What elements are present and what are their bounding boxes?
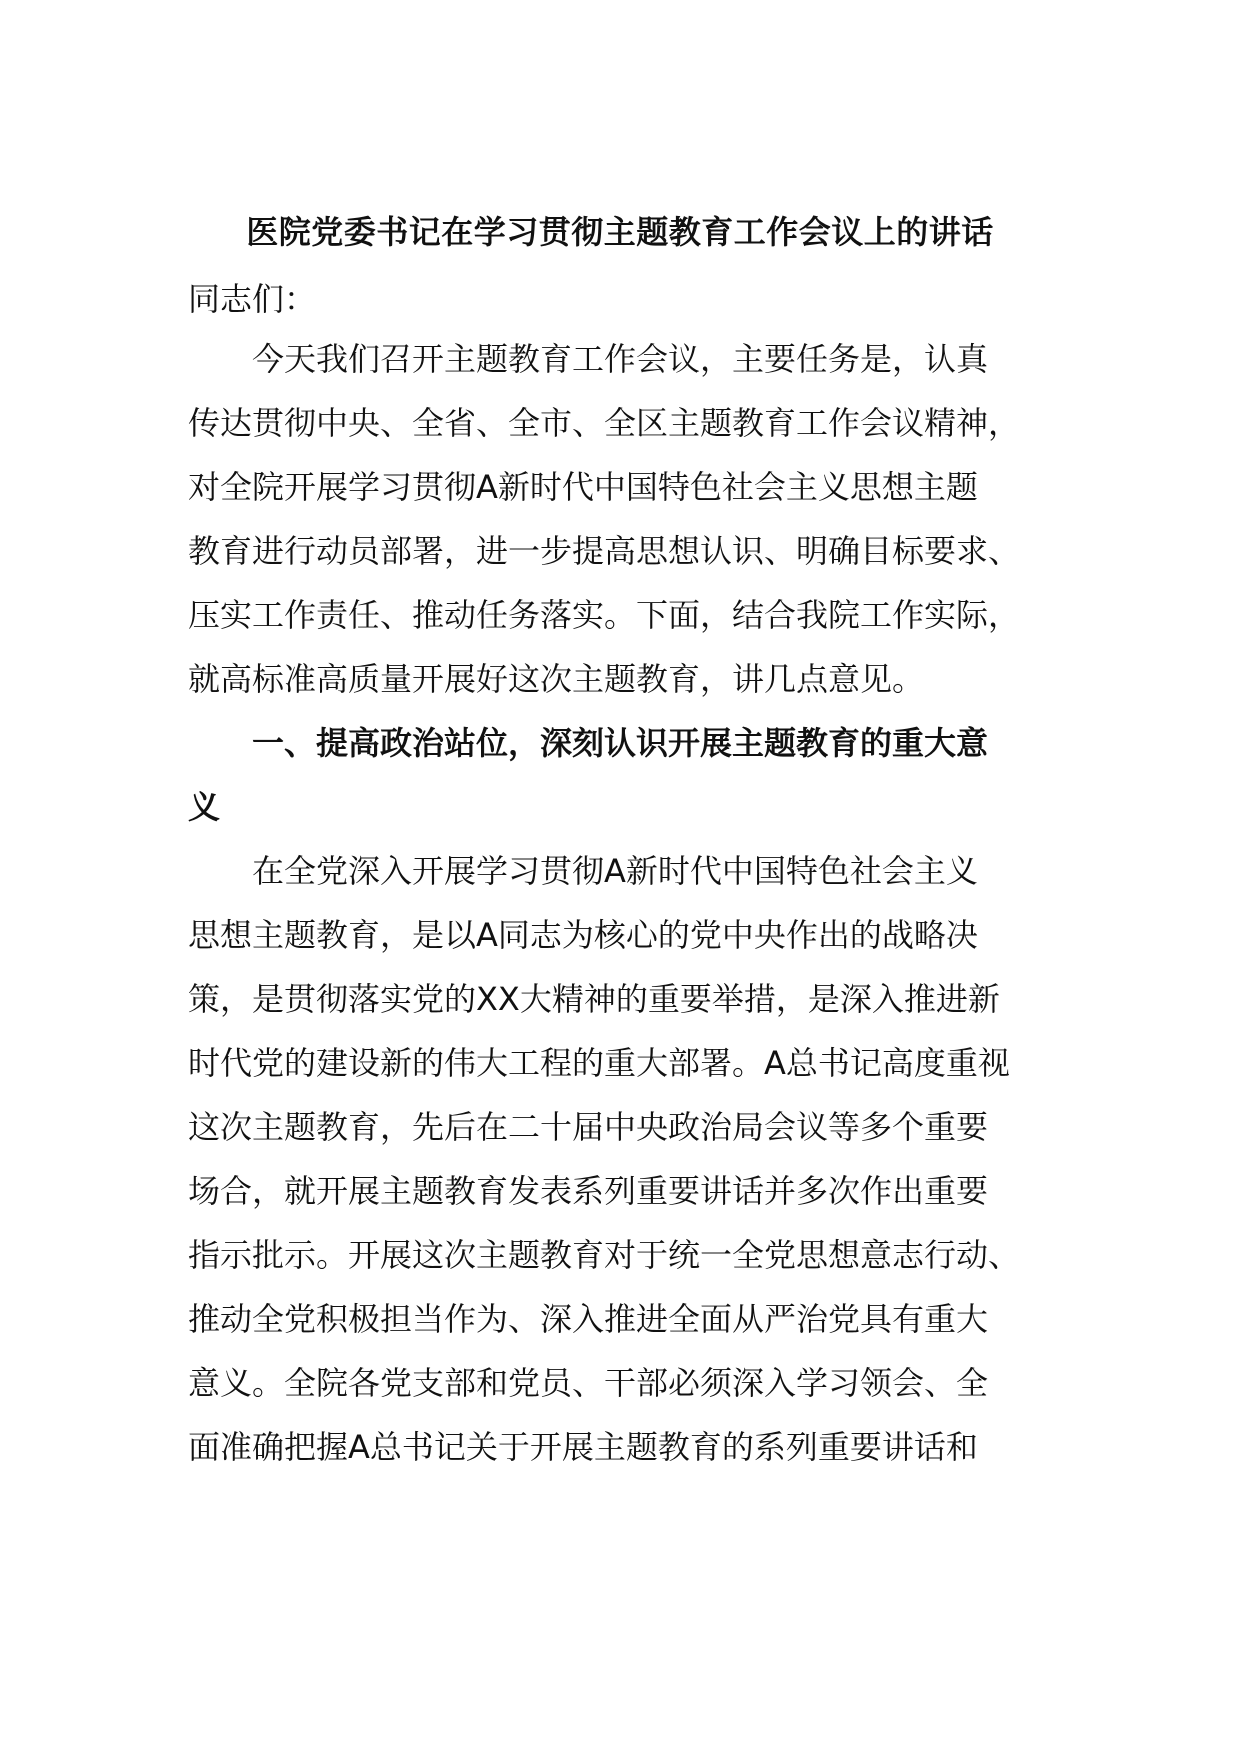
paragraph-line: 时代党的建设新的伟大工程的重大部署。A总书记高度重视 (188, 1044, 1010, 1082)
section-heading: 义 (188, 788, 221, 826)
salutation: 同志们： (188, 280, 317, 318)
section-heading: 一、提高政治站位，深刻认识开展主题教育的重大意 (252, 724, 989, 762)
document-title: 医院党委书记在学习贯彻主题教育工作会议上的讲话 (246, 213, 994, 251)
paragraph-line: 意义。全院各党支部和党员、干部必须深入学习领会、全 (188, 1364, 989, 1402)
paragraph-line: 推动全党积极担当作为、深入推进全面从严治党具有重大 (188, 1300, 989, 1338)
paragraph-line: 传达贯彻中央、全省、全市、全区主题教育工作会议精神， (188, 404, 1021, 442)
paragraph-line: 场合，就开展主题教育发表系列重要讲话并多次作出重要 (188, 1172, 989, 1210)
paragraph-line: 在全党深入开展学习贯彻A新时代中国特色社会主义 (252, 852, 978, 890)
paragraph-line: 面准确把握A总书记关于开展主题教育的系列重要讲话和 (188, 1428, 978, 1466)
paragraph-line: 指示批示。开展这次主题教育对于统一全党思想意志行动、 (188, 1236, 1021, 1274)
paragraph-line: 这次主题教育，先后在二十届中央政治局会议等多个重要 (188, 1108, 989, 1146)
paragraph-line: 策，是贯彻落实党的XX大精神的重要举措，是深入推进新 (188, 980, 1000, 1018)
paragraph-line: 压实工作责任、推动任务落实。下面，结合我院工作实际， (188, 596, 1021, 634)
paragraph-line: 思想主题教育，是以A同志为核心的党中央作出的战略决 (188, 916, 978, 954)
paragraph-line: 今天我们召开主题教育工作会议，主要任务是，认真 (252, 340, 989, 378)
paragraph-line: 对全院开展学习贯彻A新时代中国特色社会主义思想主题 (188, 468, 978, 506)
paragraph-line: 教育进行动员部署，进一步提高思想认识、明确目标要求、 (188, 532, 1021, 570)
paragraph-line: 就高标准高质量开展好这次主题教育，讲几点意见。 (188, 660, 925, 698)
